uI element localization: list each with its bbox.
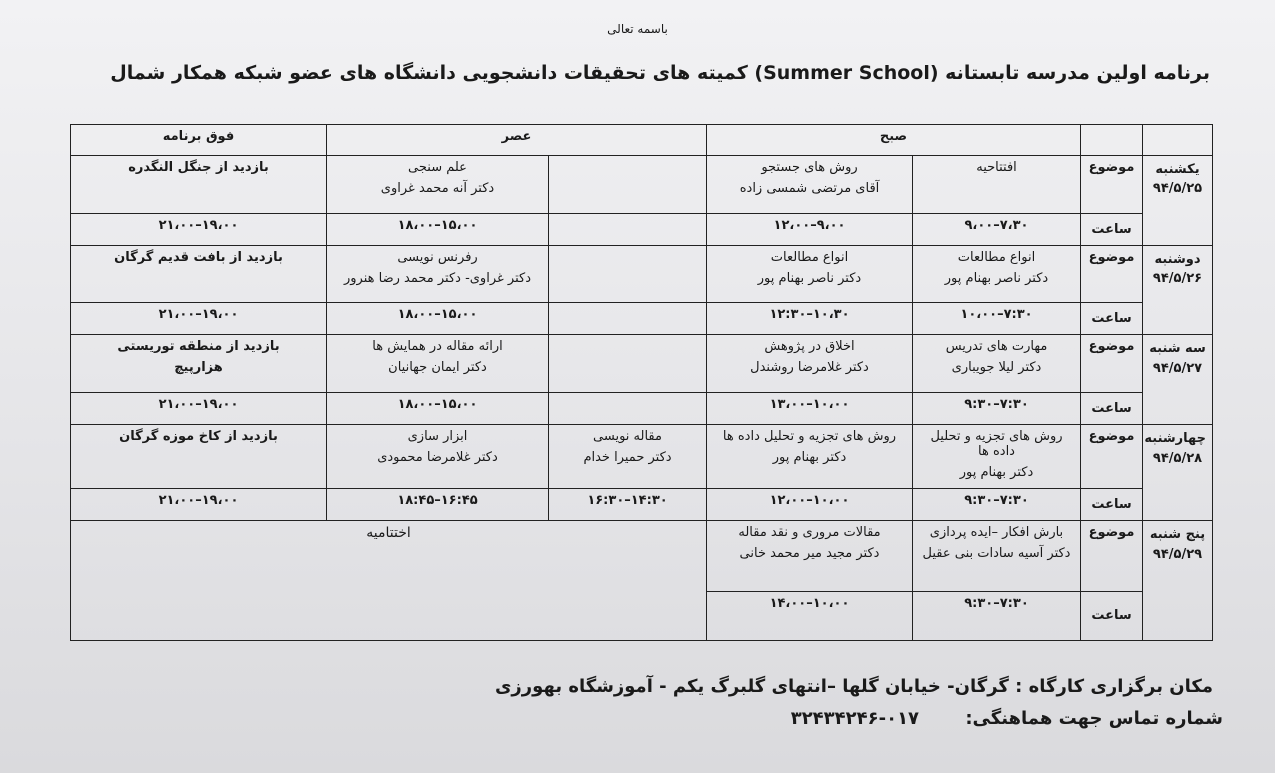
afternoon-time-1 (549, 393, 707, 425)
day-time-row (71, 393, 1213, 425)
morning-time-2: ۹،۰۰–۱۲،۰۰ (707, 213, 913, 245)
afternoon-time-2: ۱۵،۰۰–۱۸،۰۰ (327, 393, 549, 425)
day-date: ۹۴/۵/۲۹ (1152, 546, 1203, 562)
day-date: ۹۴/۵/۲۶ (1152, 271, 1203, 287)
morning-session-2-title: اخلاق در پژوهش (764, 339, 855, 355)
morning-session-2-title: مقالات مروری و نقد مقاله (738, 525, 881, 541)
morning-session-1-title: افتتاحیه (976, 159, 1017, 175)
morning-session-2 (707, 335, 913, 393)
day-cell (1143, 425, 1213, 521)
morning-session-1 (913, 245, 1081, 303)
afternoon-session-2 (327, 425, 549, 489)
day-topic-row (71, 521, 1213, 592)
day-time-row (71, 489, 1213, 521)
day-name: سه شنبه (1149, 341, 1206, 357)
day-time-row (71, 213, 1213, 245)
morning-session-1-title: انواع مطالعات (957, 249, 1036, 265)
morning-time-1: ۷:۳۰–۱۰،۰۰ (913, 303, 1081, 335)
afternoon-session-2-title: ابزار سازی (407, 429, 468, 445)
extra-program-cell (71, 245, 327, 303)
afternoon-time-2: ۱۶:۴۵–۱۸:۴۵ (327, 489, 549, 521)
day-name: یکشنبه (1155, 161, 1200, 177)
morning-time-1: ۷:۳۰–۹:۳۰ (913, 591, 1081, 640)
afternoon-session-2-title: علم سنجی (408, 159, 467, 175)
morning-time-1: ۷:۳۰–۹:۳۰ (913, 489, 1081, 521)
morning-session-2 (707, 245, 913, 303)
extra-time: ۱۹،۰۰–۲۱،۰۰ (71, 393, 327, 425)
time-label: ساعت (1081, 489, 1143, 521)
morning-session-2 (707, 521, 913, 592)
afternoon-session-2-teacher: دکتر ایمان جهانیان (388, 360, 487, 376)
afternoon-session-2-title: رفرنس نویسی (397, 249, 478, 265)
morning-session-2-teacher: دکتر مجید میر محمد خانی (739, 546, 880, 562)
extra-time: ۱۹،۰۰–۲۱،۰۰ (71, 213, 327, 245)
morning-session-1-teacher: دکتر بهنام پور (959, 465, 1034, 481)
afternoon-time-2: ۱۵،۰۰–۱۸،۰۰ (327, 303, 549, 335)
day-cell (1143, 521, 1213, 641)
extra-program-cell (71, 425, 327, 489)
afternoon-session-2 (327, 335, 549, 393)
morning-session-1-teacher: دکتر لیلا جویباری (951, 360, 1042, 376)
extra-program-cell (71, 155, 327, 213)
morning-time-2: ۱۰،۰۰–۱۳،۰۰ (707, 393, 913, 425)
contact-line (791, 708, 1223, 729)
time-label: ساعت (1081, 213, 1143, 245)
salutation: باسمه تعالی (607, 22, 668, 36)
day-cell (1143, 245, 1213, 335)
morning-session-1-title: بارش افکار –ایده پردازی (929, 525, 1064, 541)
afternoon-session-1 (549, 155, 707, 213)
topic-label: موضوع (1081, 521, 1143, 592)
morning-session-1-title: مهارت های تدریس (945, 339, 1048, 355)
morning-time-1: ۷،۳۰–۹،۰۰ (913, 213, 1081, 245)
topic-label: موضوع (1081, 155, 1143, 213)
afternoon-session-2-teacher: دکتر غراوی- دکتر محمد رضا هنرور (343, 270, 531, 286)
time-label: ساعت (1081, 591, 1143, 640)
morning-session-2-title: روش های تجزیه و تحلیل داده ها (722, 429, 897, 445)
afternoon-session-1 (549, 335, 707, 393)
topic-label: موضوع (1081, 245, 1143, 303)
day-date: ۹۴/۵/۲۵ (1152, 181, 1203, 197)
contact-label: شماره تماس جهت هماهنگی: (965, 708, 1223, 729)
extra-time: ۱۹،۰۰–۲۱،۰۰ (71, 303, 327, 335)
day-name: دوشنبه (1154, 251, 1201, 267)
afternoon-session-1 (549, 425, 707, 489)
afternoon-session-1 (549, 245, 707, 303)
day-name: پنج شنبه (1149, 527, 1206, 543)
day-topic-row (71, 425, 1213, 489)
afternoon-session-1-teacher: دکتر حمیرا خدام (583, 450, 672, 466)
afternoon-time-1 (549, 213, 707, 245)
schedule-table (70, 124, 1213, 641)
day-cell (1143, 155, 1213, 245)
afternoon-session-2-teacher: دکتر آنه محمد غراوی (380, 180, 495, 196)
extra-title: بازدید از بافت قدیم گرگان (114, 249, 283, 265)
morning-session-1 (913, 155, 1081, 213)
morning-time-1: ۷:۳۰–۹:۳۰ (913, 393, 1081, 425)
morning-session-2-teacher: آقای مرتضی شمسی زاده (739, 180, 880, 196)
morning-time-2: ۱۰،۳۰–۱۲:۳۰ (707, 303, 913, 335)
extra-title: بازدید از منطقه توریستی (117, 339, 280, 355)
time-label: ساعت (1081, 303, 1143, 335)
extra-title: بازدید از کاخ موزه گرگان (119, 429, 278, 445)
extra-time: ۱۹،۰۰–۲۱،۰۰ (71, 489, 327, 521)
morning-header: صبح (707, 125, 1081, 156)
day-date: ۹۴/۵/۲۷ (1152, 360, 1203, 376)
morning-time-2: ۱۰،۰۰–۱۴،۰۰ (707, 591, 913, 640)
afternoon-session-2-teacher: دکتر غلامرضا محمودی (377, 450, 498, 466)
page-title: برنامه اولین مدرسه تابستانه (Summer School) کمیته های تحقیقات دانشجویی دانشگاه های عضو شبکه همکار شمال (110, 62, 1210, 84)
morning-session-2 (707, 425, 913, 489)
day-topic-row (71, 245, 1213, 303)
morning-session-2-title: روش های جستجو (761, 159, 858, 175)
day-time-row (71, 303, 1213, 335)
topic-label: موضوع (1081, 335, 1143, 393)
topic-label: موضوع (1081, 425, 1143, 489)
day-topic-row (71, 335, 1213, 393)
morning-session-1 (913, 335, 1081, 393)
extra-header: فوق برنامه (71, 125, 327, 156)
morning-session-2-teacher: دکتر بهنام پور (772, 450, 847, 466)
day-topic-row (71, 155, 1213, 213)
time-label: ساعت (1081, 393, 1143, 425)
morning-session-1-teacher: دکتر آسیه سادات بنی عقیل (922, 546, 1071, 562)
afternoon-header: عصر (327, 125, 707, 156)
header-row (71, 125, 1213, 156)
venue-text: مکان برگزاری کارگاه : گرگان- خیابان گلها –انتهای گلبرگ یکم - آموزشگاه بهورزی (494, 676, 1213, 697)
extra-title: بازدید از جنگل النگدره (128, 159, 269, 175)
morning-session-1-title: روش های تجزیه و تحلیل داده ها (930, 429, 1063, 460)
day-cell (1143, 335, 1213, 425)
morning-session-2-teacher: دکتر غلامرضا روشندل (750, 360, 869, 376)
morning-session-2 (707, 155, 913, 213)
extra-subtitle: هزارپیچ (174, 360, 223, 376)
afternoon-session-2 (327, 155, 549, 213)
afternoon-session-2-title: ارائه مقاله در همایش ها (372, 339, 503, 355)
closing-cell: اختتامیه (71, 521, 707, 641)
afternoon-time-1 (549, 303, 707, 335)
extra-program-cell (71, 335, 327, 393)
morning-session-1 (913, 521, 1081, 592)
morning-session-1 (913, 425, 1081, 489)
afternoon-time-1: ۱۴:۳۰–۱۶:۳۰ (549, 489, 707, 521)
afternoon-time-2: ۱۵،۰۰–۱۸،۰۰ (327, 213, 549, 245)
morning-time-2: ۱۰،۰۰–۱۲،۰۰ (707, 489, 913, 521)
morning-session-1-teacher: دکتر ناصر بهنام پور (944, 270, 1049, 286)
morning-session-2-teacher: دکتر ناصر بهنام پور (757, 270, 862, 286)
day-name: چهارشنبه (1144, 431, 1206, 447)
contact-number: ۰۱۷-۳۲۴۳۴۲۴۶ (790, 708, 920, 729)
morning-session-2-title: انواع مطالعات (770, 249, 849, 265)
day-date: ۹۴/۵/۲۸ (1152, 450, 1203, 466)
afternoon-session-1-title: مقاله نویسی (593, 429, 662, 445)
afternoon-session-2 (327, 245, 549, 303)
